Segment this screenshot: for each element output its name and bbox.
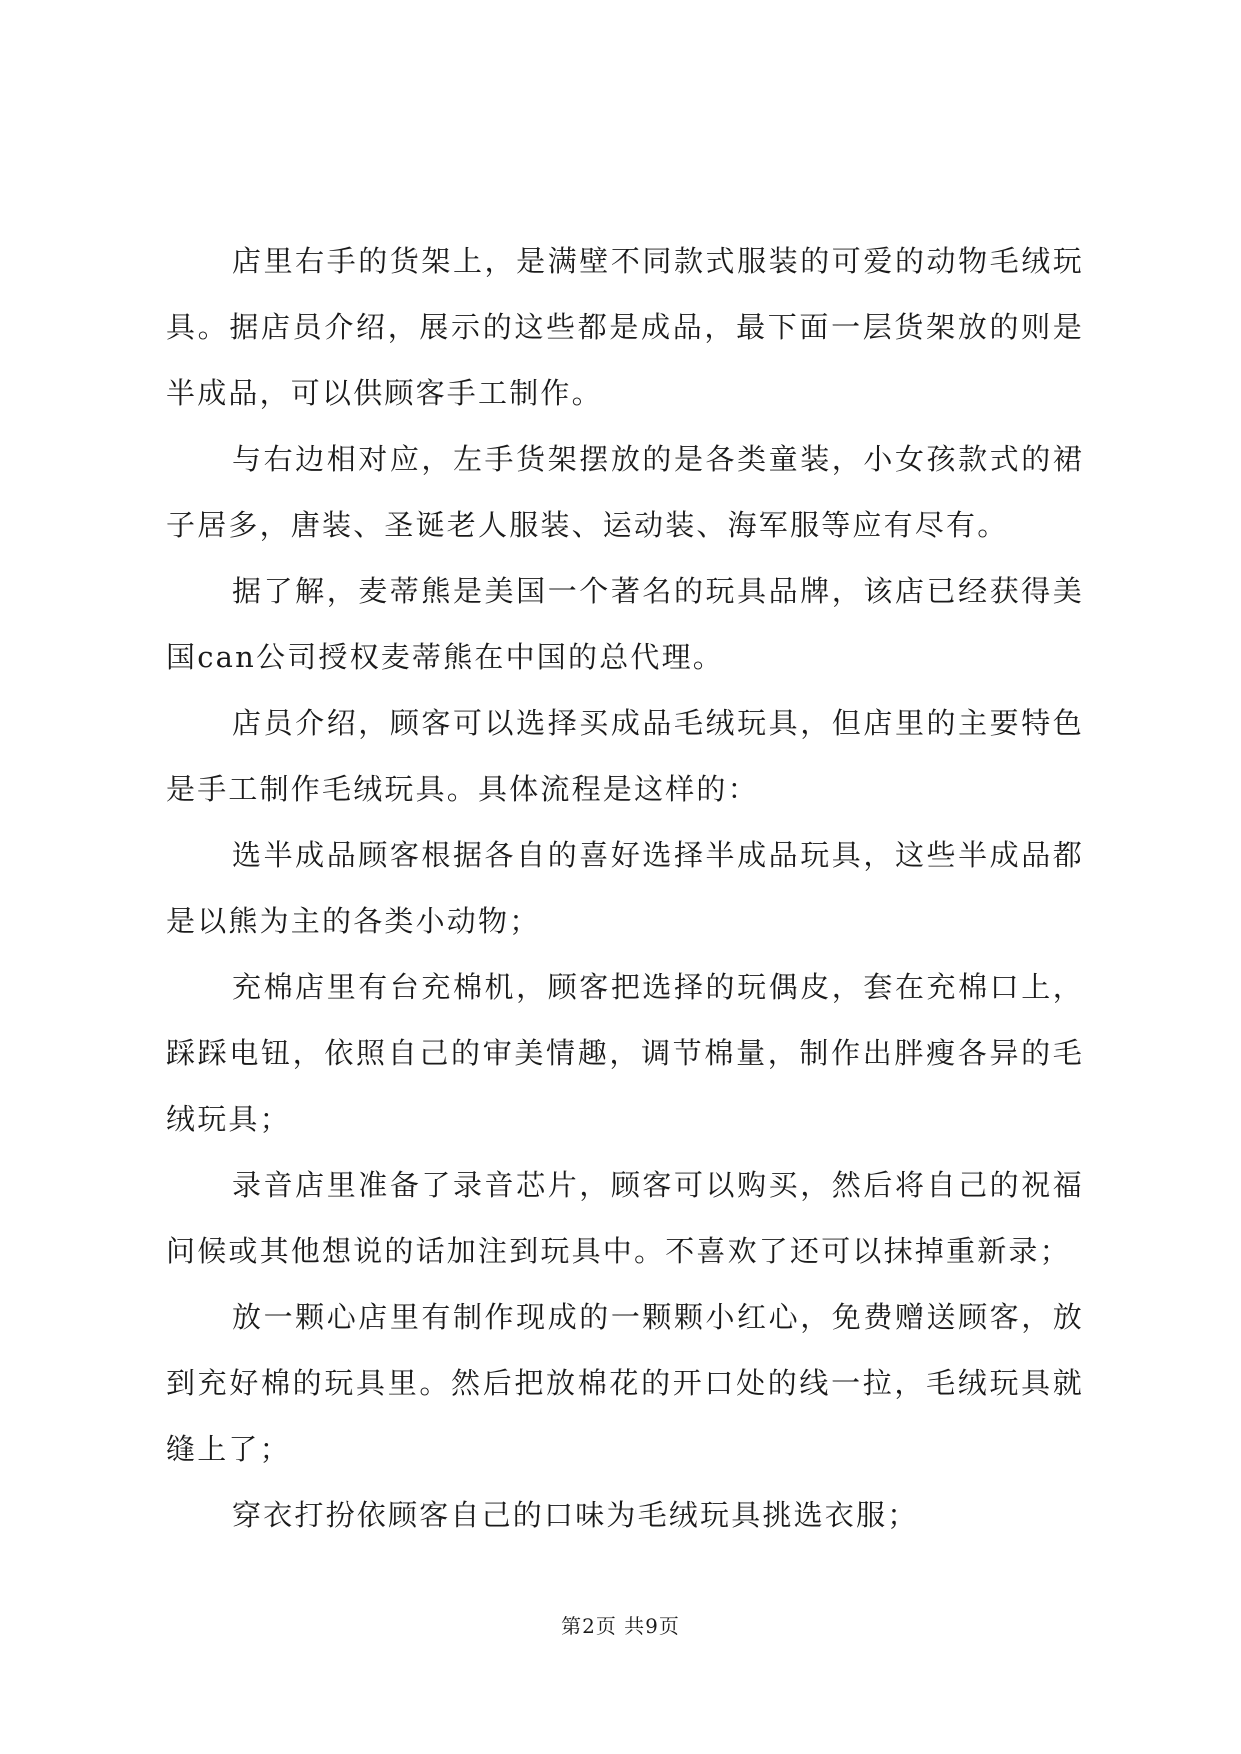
paragraph: 穿衣打扮依顾客自己的口味为毛绒玩具挑选衣服； [232,1498,919,1532]
paragraph: 店员介绍，顾客可以选择买成品毛绒玩具，但店里的主要特色是手工制作毛绒玩具。具体流程是这样的： [166,706,1084,806]
paragraph: 店里右手的货架上，是满壁不同款式服装的可爱的动物毛绒玩具。据店员介绍，展示的这些都是成品，最下面一层货架放的则是半成品，可以供顾客手工制作。 [166,244,1084,410]
page-number-footer: 第2页 共9页 [561,1614,680,1638]
paragraph: 录音店里准备了录音芯片，顾客可以购买，然后将自己的祝福问候或其他想说的话加注到玩具中。不喜欢了还可以抹掉重新录； [166,1168,1084,1268]
paragraph: 选半成品顾客根据各自的喜好选择半成品玩具，这些半成品都是以熊为主的各类小动物； [166,838,1084,938]
paragraph: 放一颗心店里有制作现成的一颗颗小红心，免费赠送顾客，放到充好棉的玩具里。然后把放棉花的开口处的线一拉，毛绒玩具就缝上了； [166,1300,1084,1466]
paragraph: 与右边相对应，左手货架摆放的是各类童装，小女孩款式的裙子居多，唐装、圣诞老人服装、运动装、海军服等应有尽有。 [166,442,1084,542]
paragraph: 充棉店里有台充棉机，顾客把选择的玩偶皮，套在充棉口上，踩踩电钮，依照自己的审美情趣，调节棉量，制作出胖瘦各异的毛绒玩具； [166,970,1084,1136]
document-body [166,228,1084,1548]
paragraph: 据了解，麦蒂熊是美国一个著名的玩具品牌，该店已经获得美国can公司授权麦蒂熊在中国的总代理。 [166,574,1084,674]
